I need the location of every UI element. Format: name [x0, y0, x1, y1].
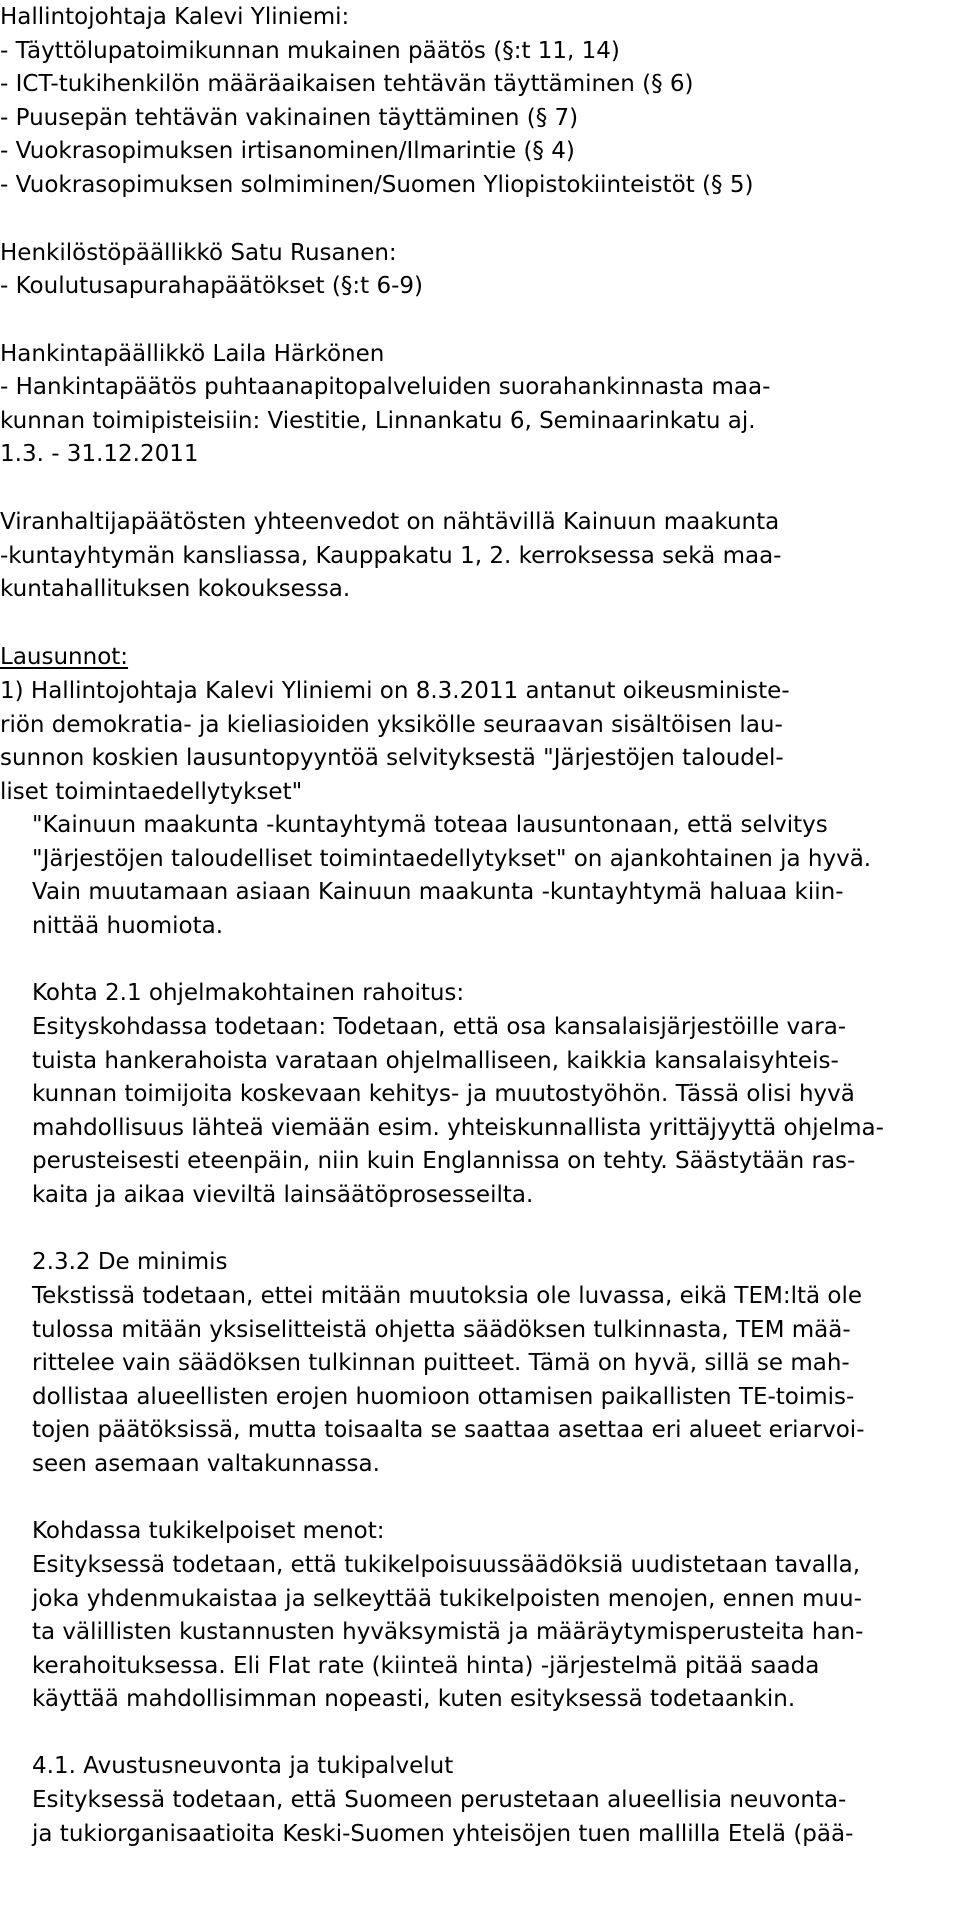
paragraph-line: 1) Hallintojohtaja Kalevi Yliniemi on 8.3.2011 antanut oikeusministe-	[0, 678, 790, 704]
quote-line: nittää huomiota.	[32, 913, 224, 939]
quote-line: dollistaa alueellisten erojen huomioon ottamisen paikallisten TE-toimis-	[32, 1384, 855, 1410]
quote-line: kunnan toimijoita koskevaan kehitys- ja muutostyöhön. Tässä olisi hyvä	[32, 1081, 855, 1107]
statements-heading: Lausunnot:	[0, 644, 129, 670]
summary-line: kuntahallituksen kokouksessa.	[0, 576, 351, 602]
list-item: - Vuokrasopimuksen solmiminen/Suomen Yliopistokiinteistöt (§ 5)	[0, 172, 754, 198]
summary-line: -kuntayhtymän kansliassa, Kauppakatu 1, 2. kerroksessa sekä maa-	[0, 543, 782, 569]
list-item: - Vuokrasopimuksen irtisanominen/Ilmarintie (§ 4)	[0, 138, 575, 164]
list-item: - Koulutusapurahapäätökset (§:t 6-9)	[0, 273, 423, 299]
list-item: - Hankintapäätös puhtaanapitopalveluiden suorahankinnasta maa-	[0, 374, 771, 400]
quote-line: Esityksessä todetaan, että tukikelpoisuussäädöksiä uudistetaan tavalla,	[32, 1552, 861, 1578]
paragraph-line: riön demokratia- ja kieliasioiden yksikölle seuraavan sisältöisen lau-	[0, 712, 783, 738]
summary-line: Viranhaltijapäätösten yhteenvedot on nähtävillä Kainuun maakunta	[0, 509, 780, 535]
list-item: - Täyttölupatoimikunnan mukainen päätös (§:t 11, 14)	[0, 38, 620, 64]
section-heading: Hallintojohtaja Kalevi Yliniemi:	[0, 4, 350, 30]
quote-line: Esityksessä todetaan, että Suomeen perustetaan alueellisia neuvonta-	[32, 1787, 847, 1813]
quote-line: Tekstissä todetaan, ettei mitään muutoksia ole luvassa, eikä TEM:ltä ole	[32, 1283, 863, 1309]
quote-line: Vain muutamaan asiaan Kainuun maakunta -kuntayhtymä haluaa kiin-	[32, 879, 844, 905]
quote-line: ja tukiorganisaatioita Keski-Suomen yhteisöjen tuen mallilla Etelä (pää-	[32, 1821, 854, 1847]
quote-line: perusteisesti eteenpäin, niin kuin Englannissa on tehty. Säästytään ras-	[32, 1148, 856, 1174]
paragraph-line: sunnon koskien lausuntopyyntöä selvityksestä "Järjestöjen taloudel-	[0, 745, 784, 771]
quote-line: "Kainuun maakunta -kuntayhtymä toteaa lausuntonaan, että selvitys	[32, 812, 828, 838]
list-item: - ICT-tukihenkilön määräaikaisen tehtävän täyttäminen (§ 6)	[0, 71, 694, 97]
section-heading: Hankintapäällikkö Laila Härkönen	[0, 341, 385, 367]
quote-line: seen asemaan valtakunnassa.	[32, 1451, 380, 1477]
list-item: - Puusepän tehtävän vakinainen täyttäminen (§ 7)	[0, 105, 579, 131]
quote-line: "Järjestöjen taloudelliset toimintaedellytykset" on ajankohtainen ja hyvä.	[32, 846, 872, 872]
subsection-heading: 4.1. Avustusneuvonta ja tukipalvelut	[32, 1753, 454, 1779]
quote-line: mahdollisuus lähteä viemään esim. yhteiskunnallista yrittäjyyttä ohjelma-	[32, 1115, 884, 1141]
subsection-heading: Kohta 2.1 ohjelmakohtainen rahoitus:	[32, 980, 465, 1006]
quote-line: ta välillisten kustannusten hyväksymistä ja määräytymisperusteita han-	[32, 1619, 864, 1645]
list-item: kunnan toimipisteisiin: Viestitie, Linnankatu 6, Seminaarinkatu aj.	[0, 408, 756, 434]
list-item: 1.3. - 31.12.2011	[0, 441, 199, 467]
quote-line: tulossa mitään yksiselitteistä ohjetta säädöksen tulkinnasta, TEM mää-	[32, 1317, 851, 1343]
quote-line: kerahoituksessa. Eli Flat rate (kiinteä hinta) -järjestelmä pitää saada	[32, 1653, 820, 1679]
quote-line: Esityskohdassa todetaan: Todetaan, että osa kansalaisjärjestöille vara-	[32, 1014, 847, 1040]
paragraph-line: liset toimintaedellytykset"	[0, 779, 303, 805]
subsection-heading: Kohdassa tukikelpoiset menot:	[32, 1518, 385, 1544]
quote-line: kaita ja aikaa vieviltä lainsäätöprosesseilta.	[32, 1182, 534, 1208]
subsection-heading: 2.3.2 De minimis	[32, 1249, 228, 1275]
quote-line: rittelee vain säädöksen tulkinnan puitteet. Tämä on hyvä, sillä se mah-	[32, 1350, 850, 1376]
quote-line: tuista hankerahoista varataan ohjelmalliseen, kaikkia kansalaisyhteis-	[32, 1048, 839, 1074]
quote-line: käyttää mahdollisimman nopeasti, kuten esityksessä todetaankin.	[32, 1686, 796, 1712]
section-heading: Henkilöstöpäällikkö Satu Rusanen:	[0, 240, 397, 266]
quote-line: joka yhdenmukaistaa ja selkeyttää tukikelpoisten menojen, ennen muu-	[32, 1586, 862, 1612]
quote-line: tojen päätöksissä, mutta toisaalta se saattaa asettaa eri alueet eriarvoi-	[32, 1417, 865, 1443]
